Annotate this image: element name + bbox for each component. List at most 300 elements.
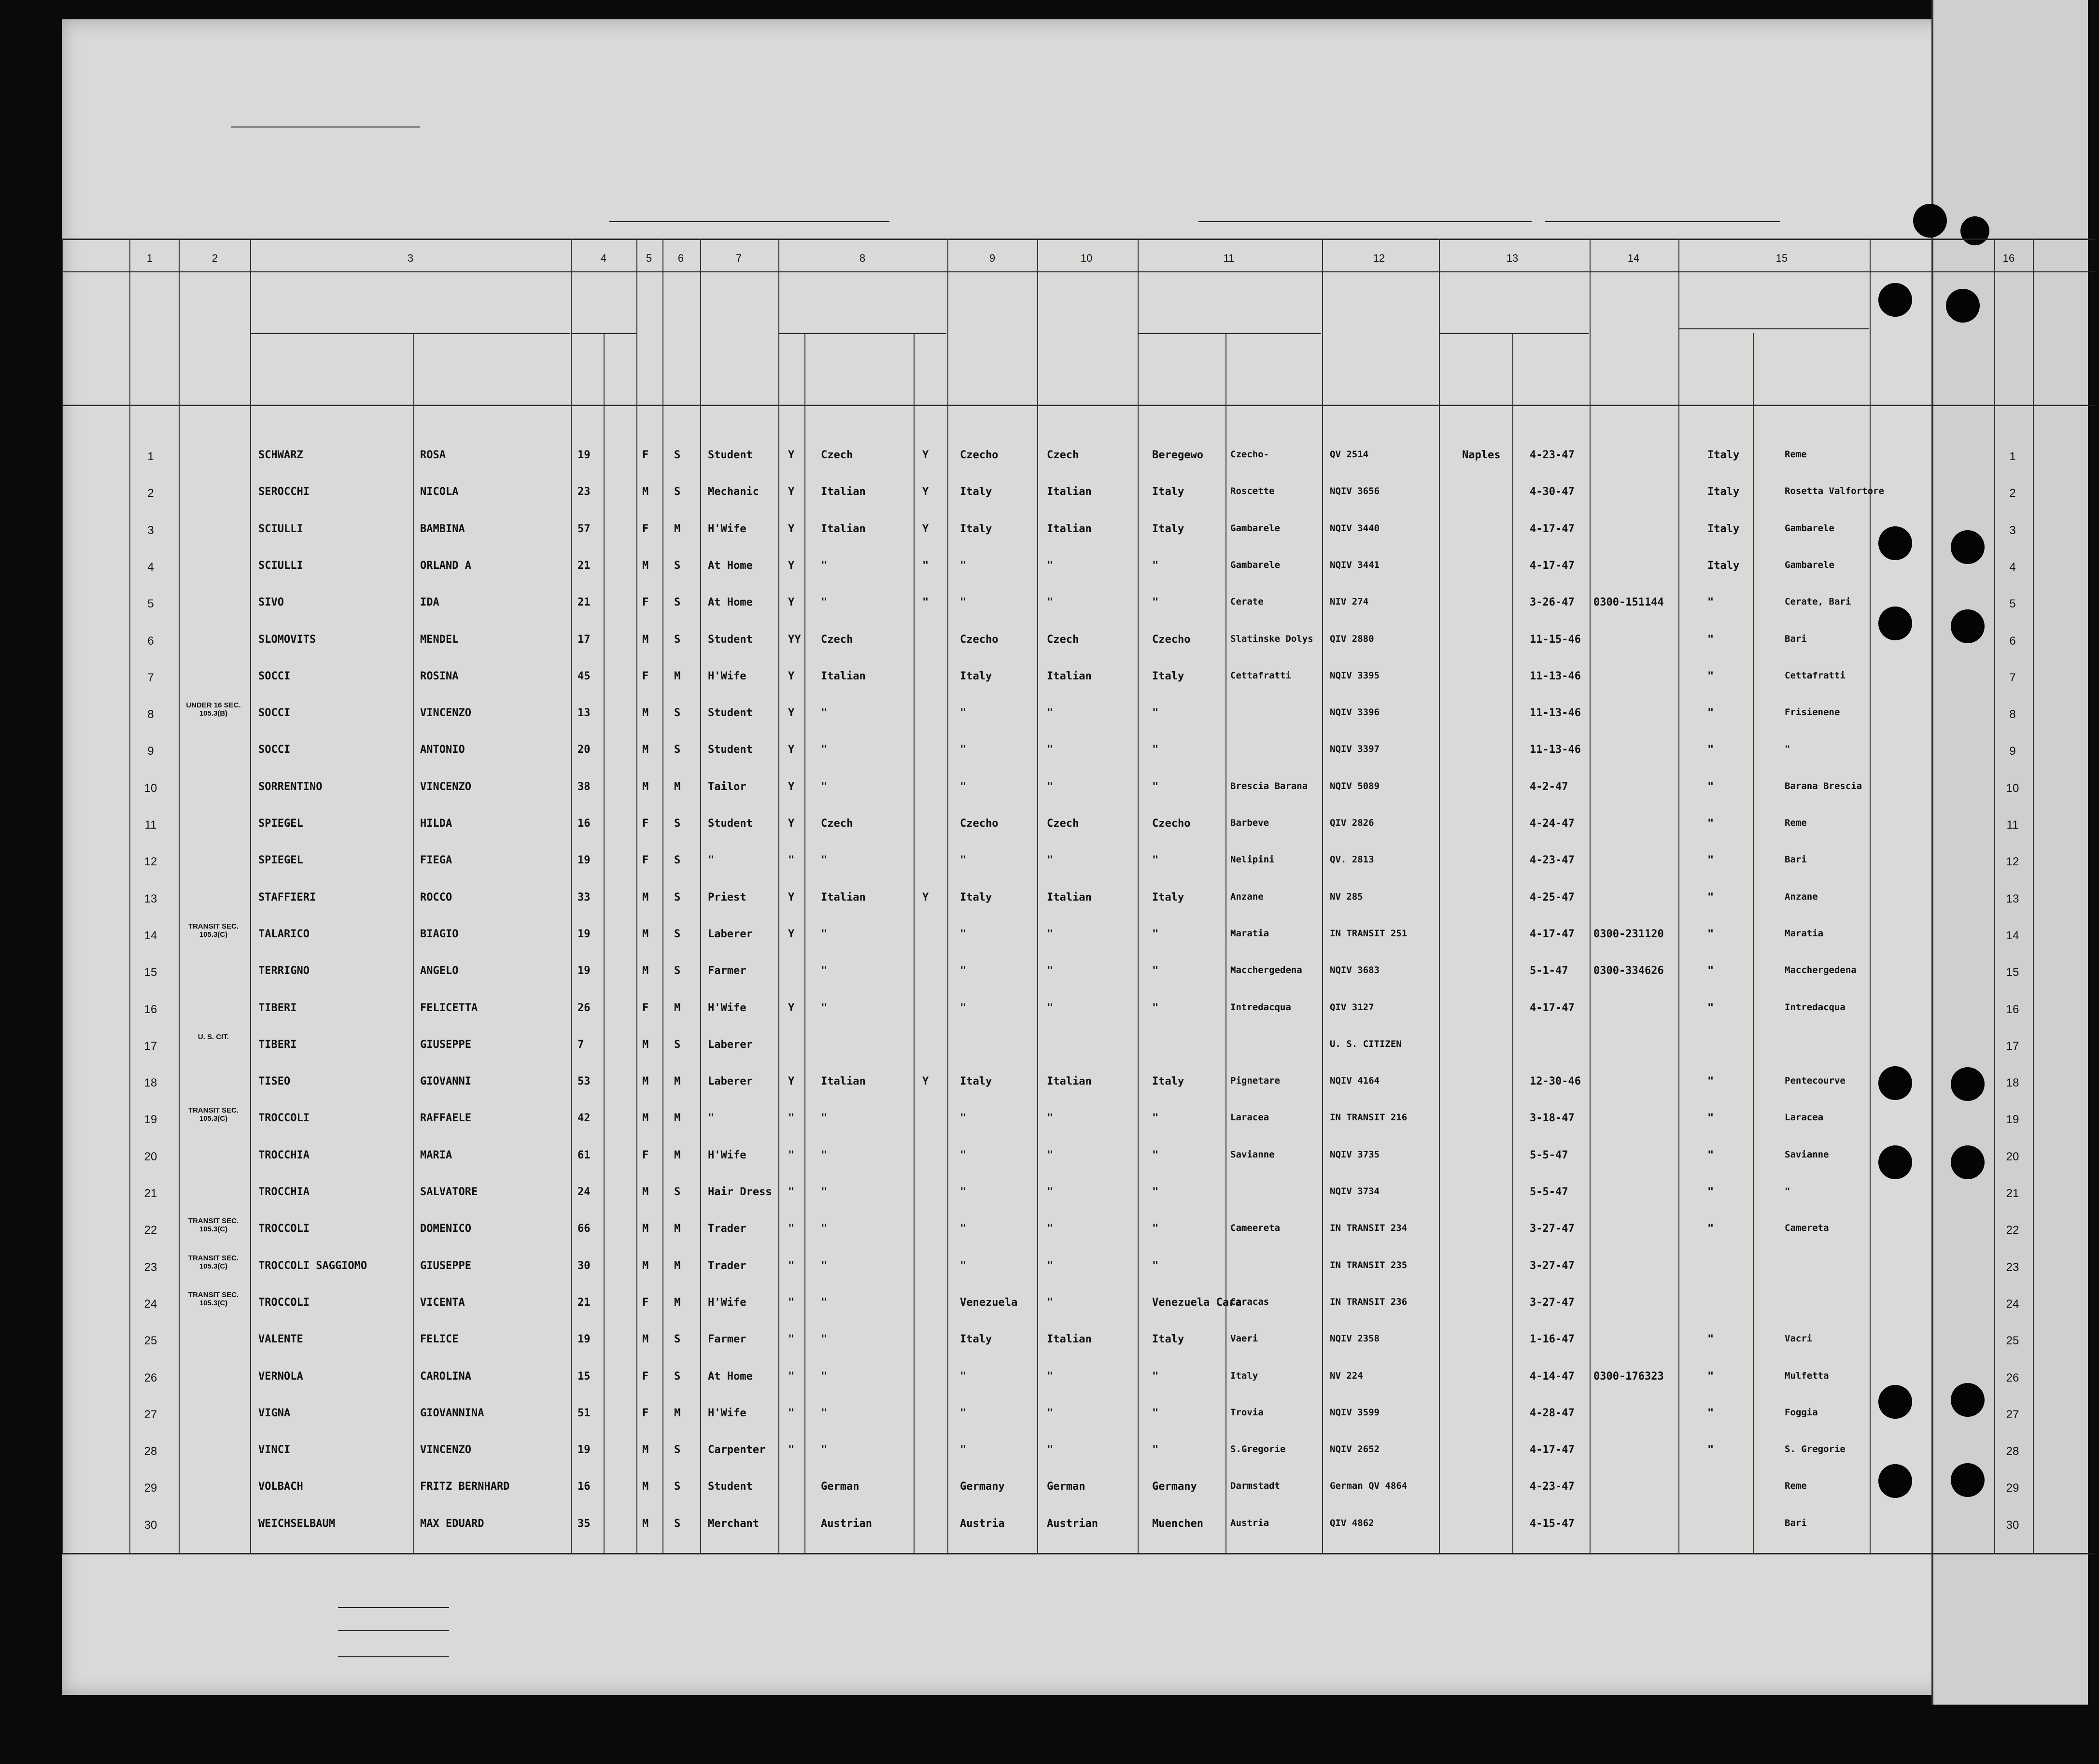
row-number: 21 [144,1187,157,1200]
cell-bcity: Slatinske Dolys [1230,633,1313,644]
cell-nat: " [960,928,967,940]
cell-lang: " [821,1186,828,1198]
punch-hole [1946,289,1980,323]
cell-age: 61 [578,1149,591,1161]
cell-read: " [788,1259,795,1272]
cell-rcountry: " [1707,1407,1714,1419]
cell-visa: IN TRANSIT 236 [1330,1296,1408,1307]
cell-date: 11-13-46 [1530,670,1581,682]
row-number: 23 [144,1260,157,1274]
cell-family: TROCCOLI [258,1223,310,1235]
cell-race: Italian [1047,486,1092,498]
cell-nat: Italy [960,1333,992,1346]
cell-sex: M [642,1259,649,1272]
cell-bcity: Gambarele [1230,559,1280,570]
column-number: 11 [1223,252,1235,264]
cell-date: 3-26-47 [1530,596,1575,609]
cell-nat: " [960,1149,967,1161]
cell-read: " [788,1444,795,1456]
cell-lang: " [821,1112,828,1125]
cell-bcountry: Muenchen [1152,1517,1203,1530]
row-number: 27 [144,1408,157,1421]
head-tax-status: TRANSIT SEC. 105.3(C) [188,1217,239,1234]
subheader-rule [571,333,636,334]
cell-sex: F [642,522,649,535]
cell-bcity: Laracea [1230,1112,1269,1123]
cell-lang: Czech [821,449,853,461]
cell-given: RAFFAELE [420,1112,471,1125]
cell-sex: F [642,1002,649,1014]
cell-bcity: Darmstadt [1230,1481,1280,1492]
cell-sex: F [642,1296,649,1309]
cell-race: Czech [1047,818,1079,830]
cell-age: 66 [578,1223,591,1235]
cell-nat: " [960,596,967,609]
row-number-right: 12 [2006,855,2019,869]
cell-nat: Italy [960,522,992,535]
cell-sex: M [642,744,649,756]
cell-race: " [1047,780,1054,793]
row-number-right: 5 [2009,597,2016,611]
cell-family: VINCI [258,1444,291,1456]
cell-rcountry: " [1707,780,1714,793]
cell-rcountry: " [1707,1186,1714,1198]
cell-given: MENDEL [420,633,459,646]
cell-ms: S [674,486,681,498]
head-tax-status: TRANSIT SEC. 105.3(C) [188,1290,239,1307]
cell-nat: Venezuela [960,1296,1018,1309]
cell-visa: QV 2514 [1330,449,1369,460]
cell-ms: S [674,818,681,830]
column-rule [413,333,414,1553]
cell-age: 30 [578,1259,591,1272]
cell-read: Y [788,744,795,756]
cell-occ: H'Wife [708,670,747,682]
cell-sex: M [642,1223,649,1235]
row-number: 26 [144,1371,157,1384]
cell-date: 5-1-47 [1530,965,1568,977]
cell-race: " [1047,1223,1054,1235]
cell-race: Italian [1047,1075,1092,1088]
cell-given: VINCENZO [420,780,471,793]
cell-age: 38 [578,780,591,793]
cell-nat: " [960,965,967,977]
cell-date: 4-17-47 [1530,559,1575,572]
cell-race: Czech [1047,633,1079,646]
cell-occ: Student [708,707,753,720]
cell-nat: Italy [960,670,992,682]
cell-family: SPIEGEL [258,854,303,867]
column-number: 5 [646,252,652,264]
cell-occ: Student [708,1481,753,1493]
cell-ms: S [674,928,681,940]
punch-hole [1878,1066,1912,1100]
column-rule [804,333,805,1553]
cell-bcity: Anzane [1230,891,1264,902]
cell-occ: H'Wife [708,1296,747,1309]
cell-race: Italian [1047,670,1092,682]
cell-bcountry: " [1152,1149,1159,1161]
cell-write: Y [922,891,929,903]
cell-nat: " [960,780,967,793]
cell-lang: " [821,1149,828,1161]
cell-age: 7 [578,1038,584,1051]
cell-ms: S [674,891,681,903]
column-number: 1 [146,252,153,264]
cell-rcity: Pentecourve [1785,1075,1845,1087]
cell-write: " [922,559,929,572]
cell-bcity: Barbeve [1230,818,1269,828]
column-rule [1439,239,1440,1553]
cell-sex: M [642,891,649,903]
cell-rcountry: " [1707,1444,1714,1456]
column-rule [914,333,915,1553]
cell-race: " [1047,854,1054,867]
cell-given: ANGELO [420,965,459,977]
cell-rcountry: " [1707,744,1714,756]
cell-given: FRITZ BERNHARD [420,1481,510,1493]
cell-bcity: Trovia [1230,1407,1264,1418]
cell-bcountry: " [1152,1259,1159,1272]
cell-rcity: Reme [1785,1481,1807,1492]
cell-write: Y [922,449,929,461]
cell-ms: S [674,1333,681,1346]
cell-given: VICENTA [420,1296,465,1309]
cell-visa: NQIV 3441 [1330,559,1380,570]
cell-race: Austrian [1047,1517,1098,1530]
cell-nat: " [960,1407,967,1419]
cell-bcity: Maratia [1230,928,1269,939]
cell-occ: H'Wife [708,1407,747,1419]
cell-race: Italian [1047,891,1092,903]
cell-race: German [1047,1481,1085,1493]
cell-given: GIOVANNINA [420,1407,484,1419]
cell-age: 33 [578,891,591,903]
cell-bcountry: " [1152,744,1159,756]
cell-lang: Italian [821,891,866,903]
cell-nat: Austria [960,1517,1005,1530]
cell-ms: M [674,1002,681,1014]
cell-age: 16 [578,818,591,830]
cell-bcountry: Venezuela Cara [1152,1296,1242,1309]
cell-nat: " [960,1444,967,1456]
cell-date: 3-27-47 [1530,1296,1575,1309]
cell-bcity: Gambarele [1230,522,1280,534]
punch-hole [1951,609,1985,643]
row-number: 20 [144,1150,157,1163]
cell-sex: M [642,780,649,793]
cell-visa: IN TRANSIT 251 [1330,928,1408,939]
cell-lang: Czech [821,818,853,830]
cell-family: STAFFIERI [258,891,316,903]
cell-given: FIEGA [420,854,452,867]
cell-rcity: Bari [1785,1517,1807,1528]
cell-visa: QIV 3127 [1330,1002,1374,1013]
cell-date: 4-23-47 [1530,449,1575,461]
cell-rcountry: " [1707,854,1714,867]
row-number-right: 10 [2006,781,2019,795]
cell-rcity: Frisienene [1785,707,1840,718]
column-number: 2 [211,252,218,264]
row-number-right: 9 [2009,745,2016,758]
cell-bcountry: Italy [1152,522,1184,535]
cell-bcountry: " [1152,965,1159,977]
cell-family: SEROCCHI [258,486,310,498]
cell-lang: " [821,780,828,793]
cell-rcountry: " [1707,670,1714,682]
cell-age: 19 [578,965,591,977]
cell-family: TIBERI [258,1002,297,1014]
cell-ms: S [674,854,681,867]
cell-verif: 0300-176323 [1593,1370,1664,1383]
row-number-right: 25 [2006,1334,2019,1348]
aliens-underline [338,1656,449,1657]
cell-ms: M [674,1296,681,1309]
cell-given: GIUSEPPE [420,1038,471,1051]
cell-visa: NQIV 3656 [1330,486,1380,497]
row-number-right: 16 [2006,1002,2019,1016]
row-number: 22 [144,1224,157,1237]
cell-rcountry: " [1707,965,1714,977]
cell-read: " [788,1149,795,1161]
cell-sex: M [642,486,649,498]
cell-occ: Student [708,744,753,756]
cell-family: TISEO [258,1075,291,1088]
cell-ms: S [674,596,681,609]
column-rule [1870,239,1871,1553]
cell-sex: M [642,559,649,572]
cell-nat: Czecho [960,449,999,461]
cell-nat: " [960,707,967,720]
ship-underline [609,221,889,222]
header-bottom-rule [62,405,2095,406]
cell-read: " [788,1296,795,1309]
cell-family: VIGNA [258,1407,291,1419]
cell-ms: M [674,1112,681,1125]
cell-lang: " [821,596,828,609]
cell-sex: M [642,1186,649,1198]
column-rule [1322,239,1323,1553]
cell-ms: M [674,1407,681,1419]
row-number-right: 1 [2009,450,2016,463]
column-number: 16 [2002,252,2015,264]
row-number: 4 [147,560,154,574]
cell-bcountry: Italy [1152,891,1184,903]
uscit-underline [338,1630,449,1631]
cell-rcity: S. Gregorie [1785,1444,1845,1455]
cell-date: 3-27-47 [1530,1259,1575,1272]
cell-rcity: Macchergedena [1785,965,1857,976]
cell-race: " [1047,928,1054,940]
cell-lang: " [821,1333,828,1346]
cell-visa: NV 285 [1330,891,1363,902]
cell-sex: M [642,633,649,646]
cell-rcountry: " [1707,633,1714,646]
cell-age: 26 [578,1002,591,1014]
cell-visa: German QV 4864 [1330,1481,1408,1492]
cell-lang: German [821,1481,859,1493]
cell-race: " [1047,1370,1054,1383]
cell-given: DOMENICO [420,1223,471,1235]
cell-bcity: Caracas [1230,1296,1269,1307]
cell-place: Naples [1462,449,1501,461]
column-number: 8 [859,252,866,264]
cell-bcity: Cerate [1230,596,1264,607]
cell-sex: F [642,596,649,609]
column-rule [636,239,637,1553]
cell-nat: Germany [960,1481,1005,1493]
punch-hole [1951,1463,1985,1497]
punch-hole [1878,1385,1912,1419]
cell-read: " [788,1112,795,1125]
cell-rcity: Barana Brescia [1785,780,1862,791]
cell-ms: M [674,1149,681,1161]
head-tax-status: UNDER 16 SEC. 105.3(B) [186,701,241,718]
cell-verif: 0300-151144 [1593,596,1664,609]
cell-bcity: Italy [1230,1370,1258,1381]
cell-read: Y [788,891,795,903]
cell-rcity: Reme [1785,449,1807,460]
cell-age: 13 [578,707,591,720]
cell-race: " [1047,1002,1054,1014]
cell-age: 57 [578,522,591,535]
punch-hole [1878,526,1912,560]
row-number-right: 18 [2006,1076,2019,1090]
cell-lang: Italian [821,1075,866,1088]
cell-write: Y [922,1075,929,1088]
cell-bcountry: Czecho [1152,633,1191,646]
column-number: 12 [1373,252,1385,264]
cell-visa: NQIV 3397 [1330,744,1380,755]
cell-rcountry: " [1707,818,1714,830]
cell-rcity: Anzane [1785,891,1818,902]
cell-given: ANTONIO [420,744,465,756]
cell-family: SOCCI [258,707,291,720]
cell-age: 53 [578,1075,591,1088]
column-number: 7 [735,252,742,264]
cell-sex: M [642,1481,649,1493]
cell-nat: " [960,1370,967,1383]
cell-bcountry: " [1152,780,1159,793]
cell-bcity: Intredacqua [1230,1002,1291,1013]
cell-rcountry: " [1707,1112,1714,1125]
cell-rcity: Bari [1785,854,1807,865]
cell-bcity: Vaeri [1230,1333,1258,1344]
cell-age: 21 [578,559,591,572]
column-rule [1138,239,1139,1553]
cell-occ: Student [708,818,753,830]
cell-ms: S [674,1370,681,1383]
row-number: 19 [144,1113,157,1127]
cell-read: Y [788,670,795,682]
punch-hole [1878,1464,1912,1498]
cell-nat: " [960,744,967,756]
cell-bcountry: " [1152,707,1159,720]
cell-visa: NQIV 3396 [1330,707,1380,718]
cell-given: IDA [420,596,439,609]
cell-rcity: Vacri [1785,1333,1813,1344]
row-number-right: 14 [2006,929,2019,942]
column-rule [700,239,701,1553]
column-rule [1753,333,1754,1553]
column-rule [778,239,779,1553]
cell-write: " [922,596,929,609]
cell-write: Y [922,486,929,498]
cell-given: SALVATORE [420,1186,478,1198]
cell-occ: H'Wife [708,1149,747,1161]
column-number: 10 [1080,252,1093,264]
cell-given: ORLAND A [420,559,471,572]
cell-sex: M [642,1112,649,1125]
cell-bcity: Austria [1230,1517,1269,1528]
cell-ms: M [674,1075,681,1088]
cell-race: " [1047,1259,1054,1272]
port-underline [1198,221,1532,222]
cell-race: " [1047,596,1054,609]
punch-hole [1951,1383,1985,1417]
cell-occ: Mechanic [708,486,759,498]
cell-ms: S [674,1444,681,1456]
cell-rcity: Laracea [1785,1112,1824,1123]
cell-read: Y [788,818,795,830]
column-rule [947,239,948,1553]
cell-rcountry: Italy [1707,486,1740,498]
cell-ms: S [674,1038,681,1051]
cell-bcountry: Italy [1152,486,1184,498]
cell-sex: F [642,1407,649,1419]
cell-given: FELICE [420,1333,459,1346]
cell-date: 4-15-47 [1530,1517,1575,1530]
cell-bcountry: " [1152,1002,1159,1014]
cell-age: 21 [578,596,591,609]
cell-read: " [788,1223,795,1235]
cell-given: GIUSEPPE [420,1259,471,1272]
head-tax-status: TRANSIT SEC. 105.3(C) [188,1254,239,1270]
cell-given: ROSINA [420,670,459,682]
cell-visa: NQIV 3683 [1330,965,1380,976]
row-number-right: 20 [2006,1150,2019,1163]
cell-nat: " [960,559,967,572]
cell-read: Y [788,596,795,609]
column-number: 15 [1775,252,1788,264]
cell-visa: NQIV 5089 [1330,780,1380,791]
cell-sex: M [642,1333,649,1346]
cell-bcountry: " [1152,1186,1159,1198]
cell-rcountry: Italy [1707,449,1740,461]
cell-bcity: Cettafratti [1230,670,1291,681]
cell-family: SCIULLI [258,559,303,572]
cell-occ: Hair Dress [708,1186,772,1198]
cell-visa: IN TRANSIT 216 [1330,1112,1408,1123]
row-number-right: 19 [2006,1113,2019,1127]
cell-race: Italian [1047,1333,1092,1346]
table-bottom-rule [62,1553,2095,1554]
cell-ms: S [674,707,681,720]
cell-family: SOCCI [258,744,291,756]
column-rule [571,239,572,1553]
cell-visa: NQIV 3599 [1330,1407,1380,1418]
cell-rcity: Gambarele [1785,559,1834,570]
cell-read: " [788,1370,795,1383]
cell-sex: F [642,818,649,830]
cell-age: 17 [578,633,591,646]
cell-date: 4-24-47 [1530,818,1575,830]
cell-bcountry: Czecho [1152,818,1191,830]
cell-given: MAX EDUARD [420,1517,484,1530]
row-number: 8 [147,708,154,721]
row-number-right: 11 [2006,818,2019,832]
cell-occ: Carpenter [708,1444,766,1456]
